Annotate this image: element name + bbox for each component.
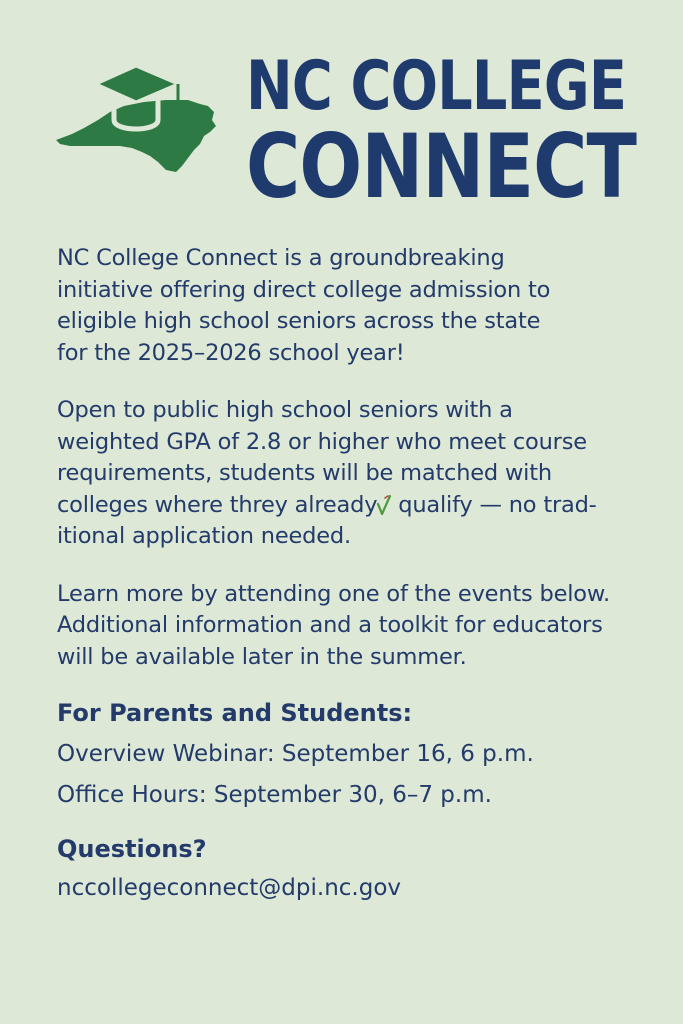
intro-line: NC College Connect is a groundbreaking (57, 245, 505, 271)
header (0, 0, 683, 230)
learn-more-paragraph (57, 579, 667, 674)
eligibility-line: weighted GPA of 2.8 or higher who meet course (57, 428, 587, 455)
main-content (57, 243, 667, 904)
eligibility-line: requirements, students will be matched with (57, 460, 552, 486)
title-line-2: CONNECT (246, 115, 637, 218)
event-overview-webinar: Overview Webinar: September 16, 6 p.m. (57, 741, 534, 767)
learn-more-line: Additional information and a toolkit for educators (57, 612, 603, 638)
eligibility-line-4-after: qualify — no trad- (391, 491, 597, 518)
nc-state-graduation-cap-icon (54, 62, 220, 178)
checkmark-icon (377, 495, 391, 515)
eligibility-line-4-before: colleges where threy already (57, 491, 378, 518)
intro-paragraph (57, 243, 617, 369)
intro-line: for the 2025–2026 school year! (57, 339, 405, 366)
events-heading: For Parents and Students: (57, 699, 413, 727)
eligibility-line-with-check (57, 490, 637, 522)
event-office-hours: Office Hours: September 30, 6–7 p.m. (57, 782, 492, 808)
intro-line: initiative offering direct college admission to (57, 276, 551, 303)
intro-line: eligible high school seniors across the state (57, 308, 541, 334)
title-line-1: NC COLLEGE (246, 47, 627, 126)
eligibility-paragraph (57, 395, 637, 553)
eligibility-line: itional application needed. (57, 523, 351, 549)
page-title (246, 47, 637, 218)
contact-email[interactable]: nccollegeconnect@dpi.nc.gov (57, 875, 402, 901)
learn-more-line: will be available later in the summer. (57, 643, 467, 670)
eligibility-line: Open to public high school seniors with a (57, 397, 513, 423)
questions-heading: Questions? (57, 835, 207, 863)
learn-more-line: Learn more by attending one of the events below. (57, 580, 610, 607)
